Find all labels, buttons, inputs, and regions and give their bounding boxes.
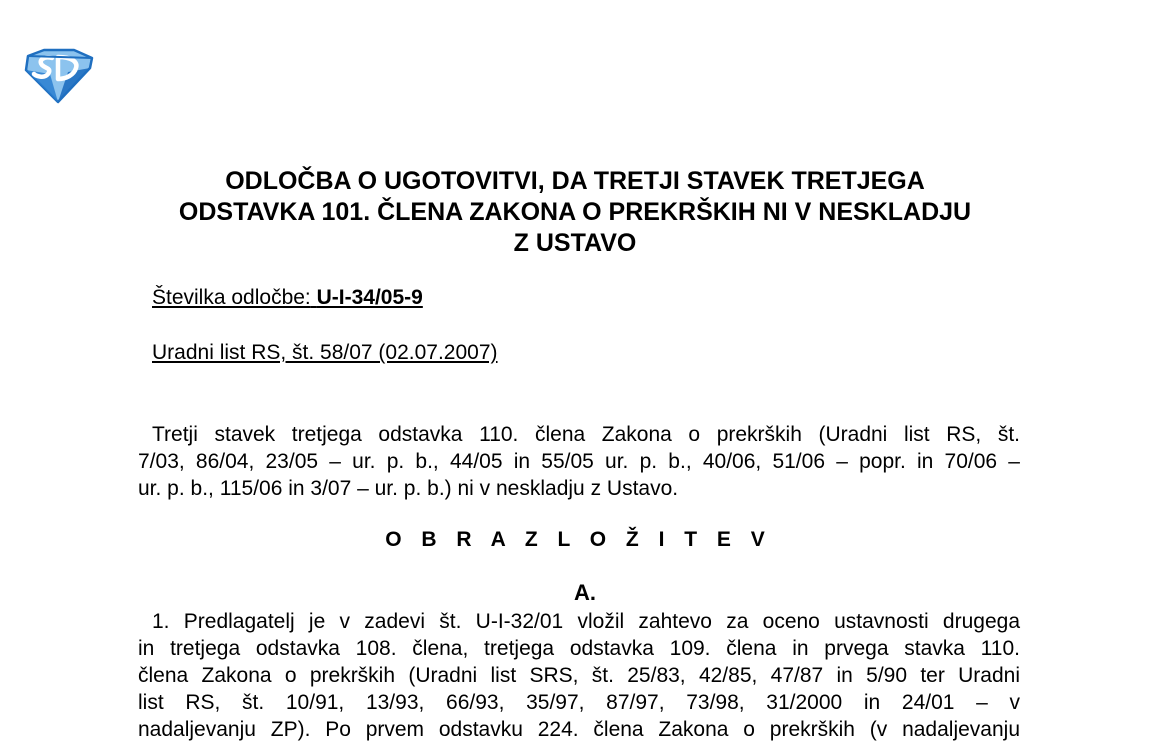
gazette-reference: Uradni list RS, št. 58/07 (02.07.2007) [152, 341, 498, 364]
paragraph-line: Tretji stavek tretjega odstavka 110. člena Zakona o prekrških (Uradni list RS, št. [152, 423, 1020, 446]
decision-number-label: Številka odločbe: [152, 286, 311, 309]
paragraph-line: člena Zakona o prekrških (Uradni list SRS, št. 25/83, 42/85, 47/87 in 5/90 ter Uradni [138, 664, 1020, 687]
title-line: Z USTAVO [513, 229, 637, 257]
court-logo-icon [22, 48, 96, 104]
decision-number [152, 285, 423, 311]
paragraph-line: 7/03, 86/04, 23/05 – ur. p. b., 44/05 in 55/05 ur. p. b., 40/06, 51/06 – popr. in 70/06 – [138, 450, 1020, 473]
operative-paragraph [138, 421, 1020, 502]
section-heading-a: A. [574, 580, 596, 605]
paragraph-line: 1. Predlagatelj je v zadevi št. U-I-32/01 vložil zahtevo za oceno ustavnosti drugega [152, 610, 1020, 633]
paragraph-line: list RS, št. 10/91, 13/93, 66/93, 35/97, 87/97, 73/98, 31/2000 in 24/01 – v [138, 691, 1020, 714]
document-title [120, 166, 1030, 259]
paragraph-line: ur. p. b., 115/06 in 3/07 – ur. p. b.) ni v neskladju z Ustavo. [138, 477, 679, 500]
paragraph-line: nadaljevanju ZP). Po prvem odstavku 224. člena Zakona o prekrških (v nadaljevanju [138, 718, 1020, 741]
title-line: ODSTAVKA 101. ČLENA ZAKONA O PREKRŠKIH NI V NESKLADJU [178, 198, 972, 226]
decision-number-value: U-I-34/05-9 [316, 286, 423, 309]
point-1-paragraph [138, 608, 1020, 743]
title-line: ODLOČBA O UGOTOVITVI, DA TRETJI STAVEK TRETJEGA [225, 167, 925, 195]
reasoning-heading: O B R A Z L O Ž I T E V [385, 528, 772, 551]
paragraph-line: in tretjega odstavka 108. člena, tretjega odstavka 109. člena in prvega stavka 110. [138, 637, 1020, 660]
